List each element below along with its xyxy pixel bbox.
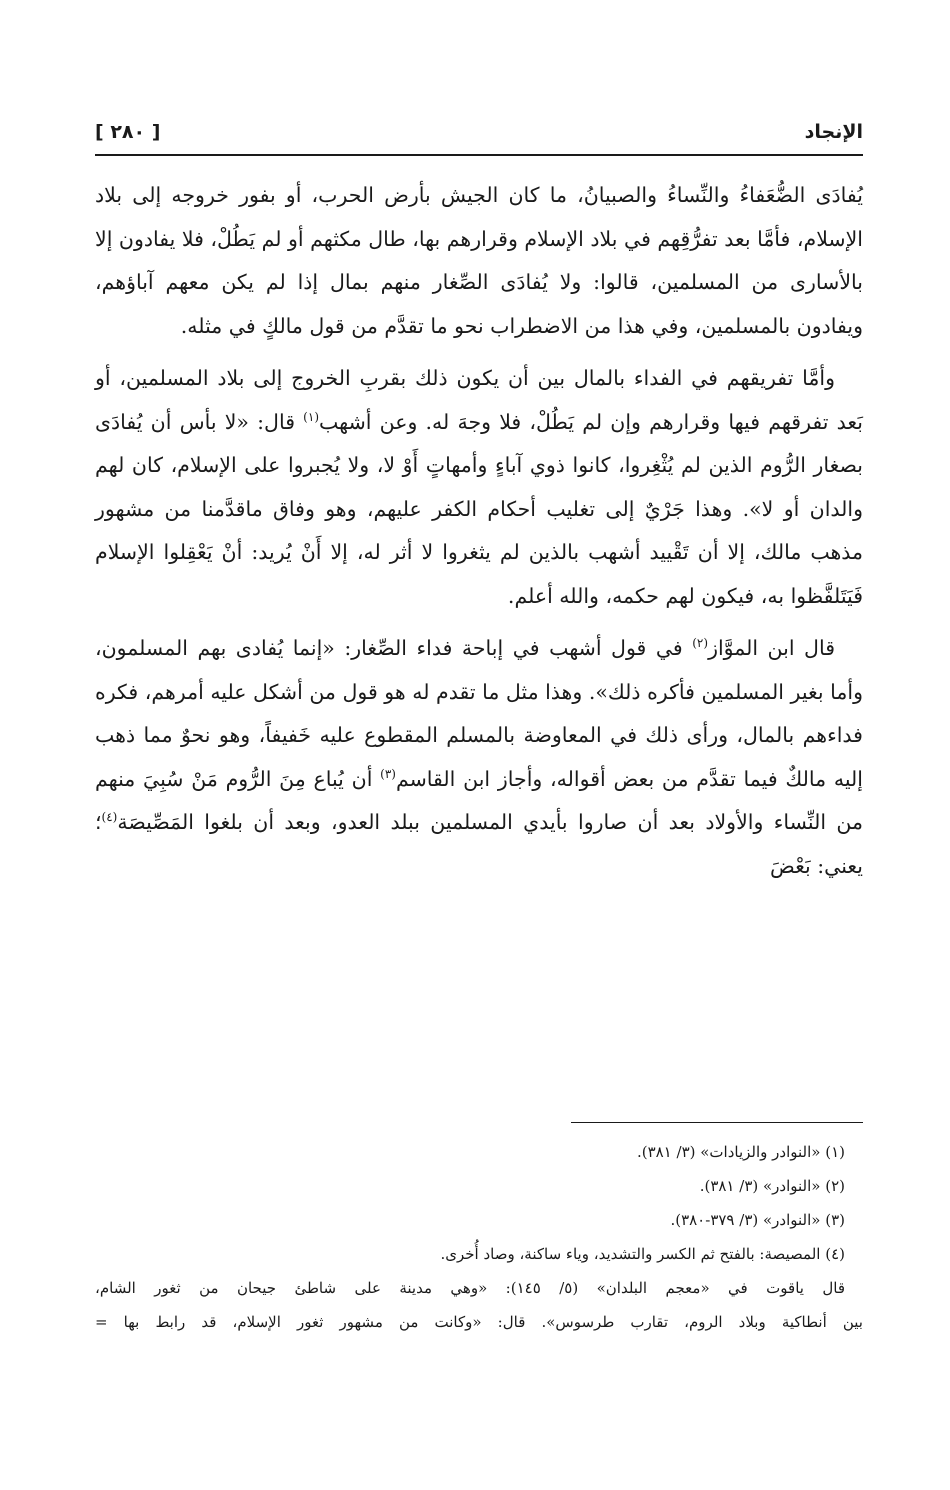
book-page: [95, 110, 863, 1450]
footnote-2: (٢) «النوادر» (٣/ ٣٨١).: [699, 1177, 845, 1195]
paragraph-text: أن يُباع مِنَ الرُّوم مَنْ سُبِيَ منهم من النِّساء والأولاد بعد أن صاروا بأيدي المسلمين ببلد العدو، وبعد أن بلغوا المَصِّيصَة: [95, 766, 863, 834]
paragraph-3: [95, 627, 863, 888]
paragraph-text: ؛ يعني: بَعْضَ: [95, 810, 863, 878]
footnote-1: (١) «النوادر والزيادات» (٣/ ٣٨١).: [636, 1143, 845, 1161]
main-text: [95, 174, 863, 888]
page-number: [ ٢٨٠ ]: [95, 121, 161, 143]
footnote-3: (٣) «النوادر» (٣/ ٣٧٩-٣٨٠).: [670, 1211, 845, 1229]
paragraph-text: قال ابن الموَّاز: [708, 636, 835, 660]
footnote-divider: [571, 1122, 863, 1123]
footnote-ref-1[interactable]: (١): [303, 409, 319, 424]
paragraph-text: وأمَّا تفريقهم في الفداء بالمال بين أن يكون ذلك بقربِ الخروج إلى بلاد المسلمين، أو بَعد تفرقهم فيها وقرارهم وإن لم يَطُلْ، فلا وجهَ له. وعن أشهب: [95, 366, 864, 434]
footnote-ref-4[interactable]: (٤): [101, 810, 118, 825]
footnote-4-continuation: قال ياقوت في «معجم البلدان» (٥/ ١٤٥): «وهي مدينة على شاطئ جيحان من ثغور الشام،: [95, 1279, 846, 1297]
running-title: الإنجاد: [804, 121, 863, 143]
footnote-ref-3[interactable]: (٣): [380, 766, 396, 781]
running-header: [95, 110, 863, 156]
paragraph-text: يُفادَى الضُّعَفاءُ والنِّساءُ والصبيانُ، ما كان الجيش بأرض الحرب، أو بفور خروجه إلى بلاد الإسلام، فأمَّا بعد تفرُّقِهم في بلاد الإسلام وقرارهم بها، طال مكثهم أو لم يَطُلْ، فلا يفادون إلا بالأسارى من المسلمين، قالوا: ولا يُفادَى الصِّغار منهم بمال إذا لم يكن معهم آباؤهم، ويفادون بالمسلمين، وفي هذا من الاضطراب نحو ما تقدَّم من قول مالكٍ في مثله.: [95, 183, 863, 338]
paragraph-text: قال: «لا بأس أن يُفادَى بصغار الرُّوم الذين لم يُثْغِروا، كانوا ذوي آباءٍ وأمهاتٍ أَوْ لا، ولا يُجبروا على الإسلام، كان لهم والدان أو لا». وهذا جَرْيٌ إلى تغليب أحكام الكفر عليهم، وهو وفاق ماقدَّمنا من مشهور مذهب مالك، إلا أن تَقْييد أشهب بالذين لم يثغروا لا أثر له، إلا أَنْ يُريد: أنْ يَعْقِلوا الإسلام فَيَتَلفَّظوا به، فيكون لهم حكمه، والله أعلم.: [95, 409, 863, 608]
footnote-ref-2[interactable]: (٢): [692, 636, 709, 651]
footnote-4: (٤) المصيصة: بالفتح ثم الكسر والتشديد، وياء ساكنة، وصاد أُخرى.: [440, 1245, 845, 1263]
paragraph-text: في قول أشهب في إباحة فداء الصِّغار: «إنما يُفادى بهم المسلمون، وأما بغير المسلمين فأكره ذلك». وهذا مثل ما تقدم له هو قول من أشكل عليه أمرهم، فكره فداءهم بالمال، ورأى ذلك في المعاوضة بالمسلم المقطوع عليه خَفيفاً، وهو نحوٌ مما ذهب إليه مالكٌ فيما تقدَّم من بعض أقواله، وأجاز ابن القاسم: [95, 636, 864, 791]
footnotes-section: [95, 1122, 863, 1339]
paragraph-1: [95, 174, 863, 348]
footnote-4-continuation-tail: بين أنطاكية وبلاد الروم، تقارب طرسوس». قال: «وكانت من مشهور ثغور الإسلام، قد رابط بها =: [95, 1313, 863, 1331]
paragraph-2: [95, 357, 863, 618]
